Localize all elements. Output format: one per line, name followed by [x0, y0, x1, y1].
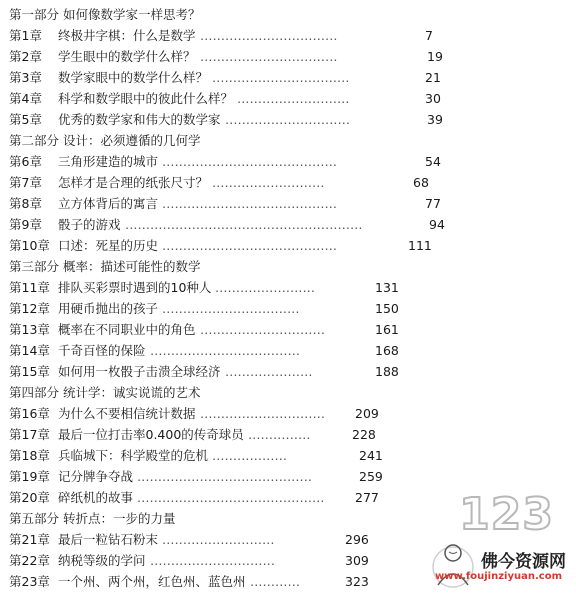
leader-dots: ……………………………	[200, 49, 338, 64]
toc-chapter-row	[9, 466, 569, 487]
part-title: 第四部分 统计学：诚实说谎的艺术	[9, 385, 201, 400]
toc-chapter-row	[9, 151, 569, 172]
page-number: 21	[425, 70, 441, 85]
page-number: 259	[359, 469, 383, 484]
chapter-title: 概率在不同职业中的角色	[58, 322, 196, 337]
chapter-number: 第19章	[9, 469, 50, 484]
leader-dots: ……………………	[215, 280, 315, 295]
leader-dots: ……………………………	[162, 301, 300, 316]
chapter-title: 为什么不要相信统计数据	[58, 406, 196, 421]
leader-dots: ……………………………………	[162, 196, 337, 211]
chapter-title: 终极井字棋：什么是数学	[58, 28, 196, 43]
leader-dots: …………………………	[200, 322, 325, 337]
page-number: 277	[355, 490, 379, 505]
chapter-title: 兵临城下：科学殿堂的危机	[58, 448, 209, 463]
leader-dots: ……………………………………	[137, 469, 312, 484]
leader-dots: …………………………	[200, 406, 325, 421]
page-number: 68	[413, 175, 429, 190]
toc-chapter-row	[9, 67, 569, 88]
chapter-number: 第14章	[9, 343, 50, 358]
chapter-title: 用硬币抛出的孩子	[58, 301, 159, 316]
page-number: 168	[375, 343, 399, 358]
chapter-title: 立方体背后的寓言	[58, 196, 159, 211]
toc-chapter-row	[9, 319, 569, 340]
chapter-number: 第3章	[9, 70, 42, 85]
watermark-url: www.foujinziyuan.com	[435, 571, 562, 582]
chapter-number: 第4章	[9, 91, 42, 106]
chapter-number: 第20章	[9, 490, 50, 505]
chapter-number: 第6章	[9, 154, 42, 169]
chapter-title: 千奇百怪的保险	[58, 343, 146, 358]
chapter-title: 最后一位打击率0.400的传奇球员	[58, 427, 244, 442]
chapter-number: 第12章	[9, 301, 50, 316]
toc-chapter-row	[9, 445, 569, 466]
toc-chapter-row	[9, 298, 569, 319]
chapter-number: 第16章	[9, 406, 50, 421]
watermark-name: 佛今资源网	[481, 552, 566, 572]
chapter-title: 碎纸机的故事	[58, 490, 134, 505]
chapter-number: 第22章	[9, 553, 50, 568]
toc-chapter-row	[9, 403, 569, 424]
page-number: 309	[345, 553, 369, 568]
chapter-number: 第9章	[9, 217, 42, 232]
toc-chapter-row	[9, 46, 569, 67]
page-number: 94	[429, 217, 445, 232]
chapter-number: 第8章	[9, 196, 42, 211]
leader-dots: ……………………………	[200, 28, 338, 43]
toc-part-heading	[9, 256, 569, 277]
part-title: 第二部分 设计：必须遵循的几何学	[9, 133, 201, 148]
page-number: 131	[375, 280, 399, 295]
leader-dots: ……………………………………	[162, 238, 337, 253]
toc-chapter-row	[9, 235, 569, 256]
toc-chapter-row	[9, 88, 569, 109]
chapter-title: 纳税等级的学问	[58, 553, 146, 568]
toc-part-heading	[9, 130, 569, 151]
watermark-logo	[428, 489, 568, 589]
page-number: 188	[375, 364, 399, 379]
leader-dots: ………………………………	[150, 343, 300, 358]
toc-chapter-row	[9, 277, 569, 298]
toc-chapter-row	[9, 25, 569, 46]
toc-part-heading	[9, 382, 569, 403]
leader-dots: …………………………………………………	[125, 217, 363, 232]
chapter-number: 第2章	[9, 49, 42, 64]
chapter-title: 一个州、两个州，红色州、蓝色州	[58, 574, 246, 589]
toc-chapter-row	[9, 424, 569, 445]
toc-chapter-row	[9, 340, 569, 361]
part-title: 第一部分 如何像数学家一样思考？	[9, 7, 201, 22]
leader-dots: ……………………………………	[162, 154, 337, 169]
leader-dots: ……………………………	[212, 70, 350, 85]
chapter-title: 最后一粒钻石粉末	[58, 532, 159, 547]
chapter-title: 排队买彩票时遇到的10种人	[58, 280, 212, 295]
chapter-title: 数学家眼中的数学什么样？	[58, 70, 209, 85]
chapter-number: 第18章	[9, 448, 50, 463]
leader-dots: ………………………	[162, 532, 275, 547]
page-number: 30	[425, 91, 441, 106]
chapter-title: 骰子的游戏	[58, 217, 121, 232]
leader-dots: ………………	[212, 448, 287, 463]
leader-dots: …………………………	[150, 553, 275, 568]
part-title: 第五部分 转折点：一步的力量	[9, 511, 176, 526]
page-number: 241	[359, 448, 383, 463]
chapter-number: 第17章	[9, 427, 50, 442]
page-number: 7	[425, 28, 433, 43]
chapter-number: 第15章	[9, 364, 50, 379]
page-number: 54	[425, 154, 441, 169]
toc-chapter-row	[9, 109, 569, 130]
page-number: 323	[345, 574, 369, 589]
chapter-title: 怎样才是合理的纸张尺寸？	[58, 175, 209, 190]
leader-dots: …………………………	[225, 112, 350, 127]
chapter-title: 如何用一枚骰子击溃全球经济	[58, 364, 221, 379]
chapter-title: 口述：死星的历史	[58, 238, 159, 253]
page-number: 228	[352, 427, 376, 442]
leader-dots: ………………………	[237, 91, 350, 106]
chapter-number: 第21章	[9, 532, 50, 547]
chapter-number: 第1章	[9, 28, 42, 43]
watermark-number: 123	[459, 489, 554, 540]
chapter-title: 记分牌争夺战	[58, 469, 134, 484]
chapter-number: 第11章	[9, 280, 50, 295]
toc-chapter-row	[9, 172, 569, 193]
page-number: 296	[345, 532, 369, 547]
chapter-number: 第10章	[9, 238, 50, 253]
leader-dots: ………………………………………	[137, 490, 325, 505]
page-number: 111	[408, 238, 432, 253]
chapter-number: 第5章	[9, 112, 42, 127]
chapter-number: 第23章	[9, 574, 50, 589]
page-number: 39	[427, 112, 443, 127]
toc-chapter-row	[9, 361, 569, 382]
page-number: 19	[427, 49, 443, 64]
page-number: 77	[425, 196, 441, 211]
page-number: 161	[375, 322, 399, 337]
leader-dots: ……………	[248, 427, 311, 442]
page-number: 209	[355, 406, 379, 421]
part-title: 第三部分 概率：描述可能性的数学	[9, 259, 201, 274]
chapter-title: 科学和数学眼中的彼此什么样？	[58, 91, 234, 106]
toc-chapter-row	[9, 214, 569, 235]
chapter-title: 三角形建造的城市	[58, 154, 159, 169]
chapter-title: 优秀的数学家和伟大的数学家	[58, 112, 221, 127]
toc-part-heading	[9, 4, 569, 25]
chapter-number: 第7章	[9, 175, 42, 190]
page-number: 150	[375, 301, 399, 316]
leader-dots: …………………	[225, 364, 313, 379]
chapter-number: 第13章	[9, 322, 50, 337]
leader-dots: …………	[250, 574, 300, 589]
toc-chapter-row	[9, 193, 569, 214]
chapter-title: 学生眼中的数学什么样？	[58, 49, 196, 64]
leader-dots: ………………………	[212, 175, 325, 190]
